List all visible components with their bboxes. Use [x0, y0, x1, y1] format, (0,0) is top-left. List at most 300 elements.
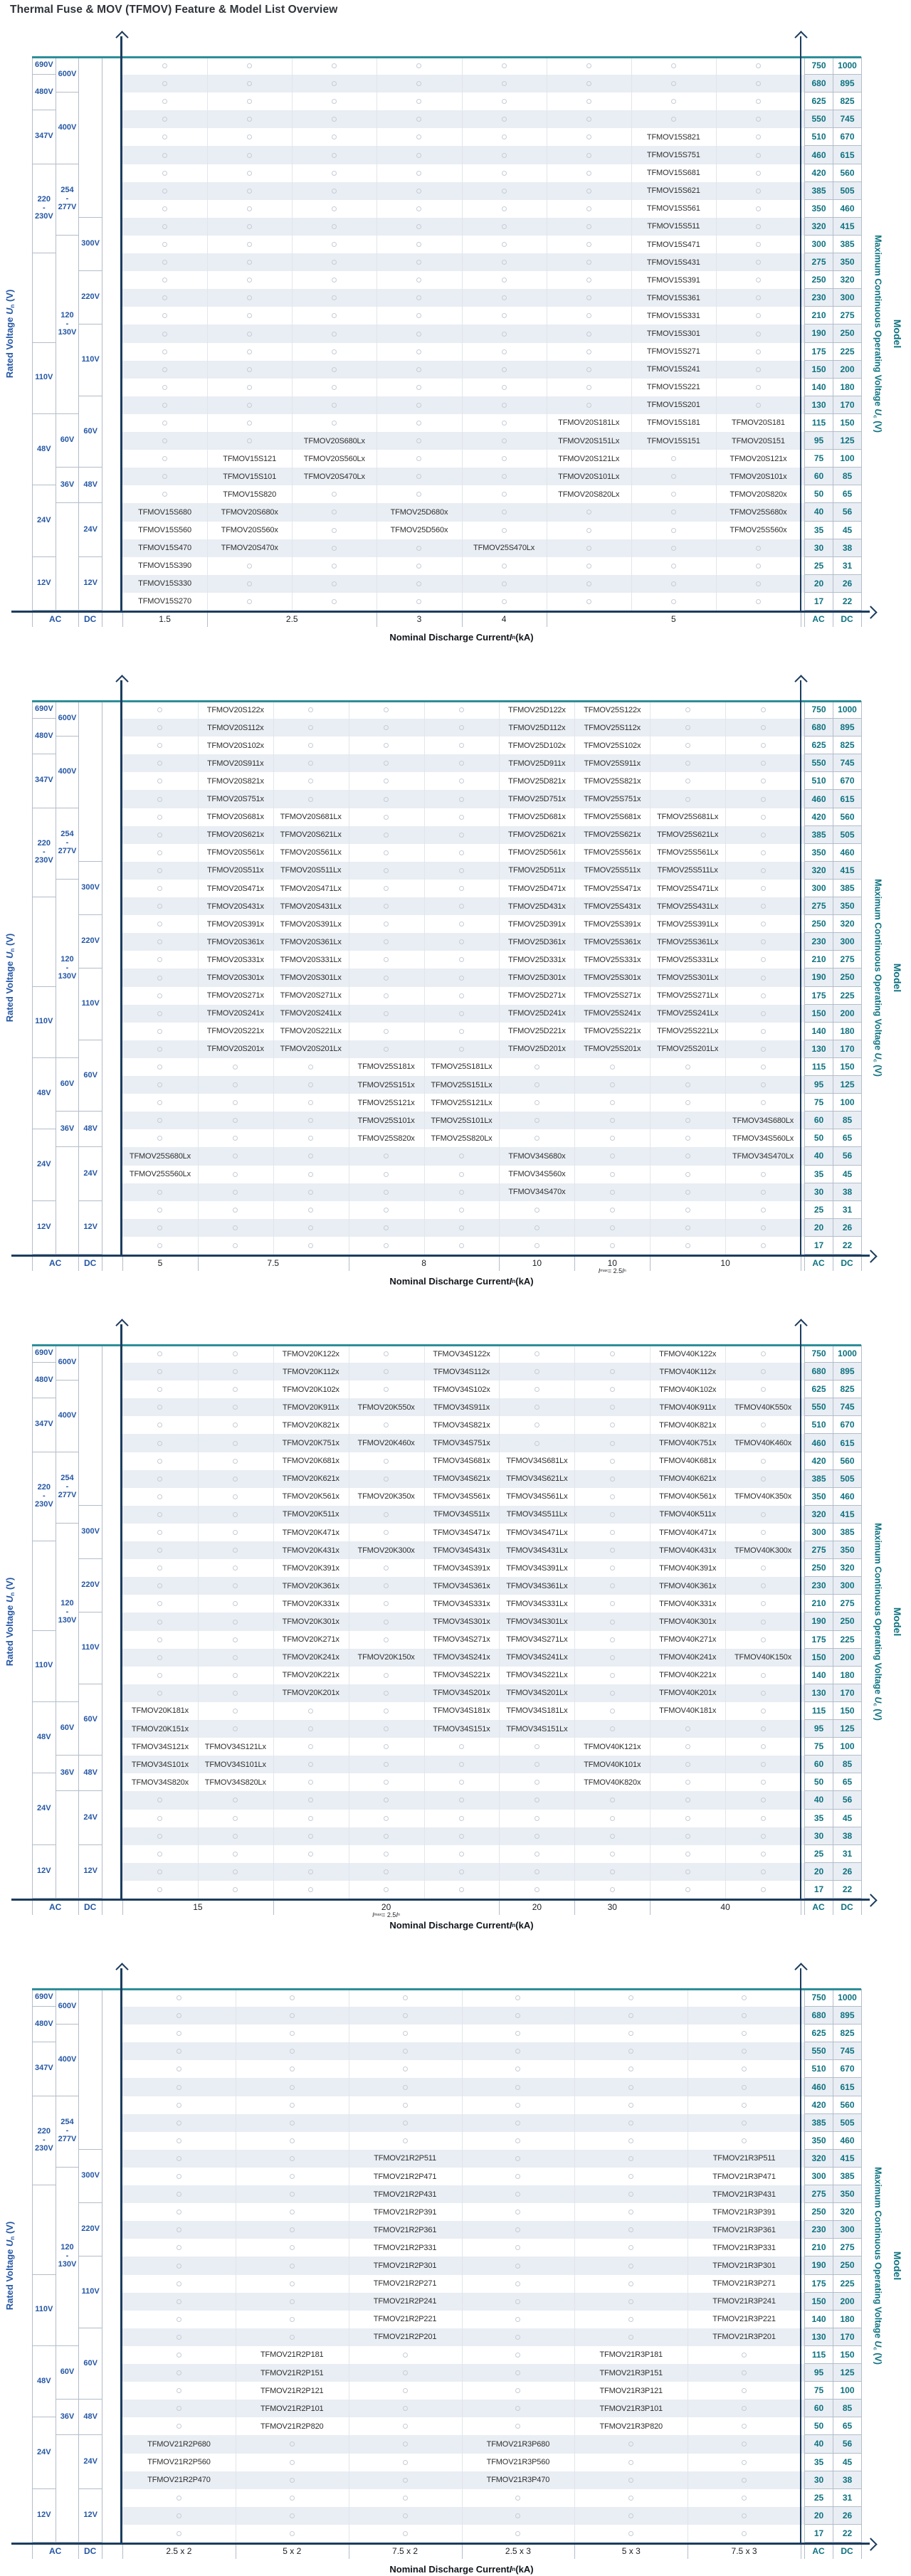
- right-axis-cell-dc: 38: [833, 539, 861, 557]
- text-part: (V): [4, 2221, 16, 2237]
- empty-slot-icon: [403, 2406, 408, 2411]
- text-part: Rated Voltage: [4, 314, 16, 379]
- right-axis-cell-ac: 210: [804, 307, 833, 324]
- right-axis-cell-dc: 320: [833, 1559, 861, 1577]
- right-axis-cell-ac: 275: [804, 2185, 833, 2203]
- empty-slot-icon: [384, 1887, 389, 1892]
- left-axis-label: 48V: [37, 444, 51, 453]
- empty-slot-icon: [628, 2138, 633, 2143]
- axis-arrow-right-icon: [864, 606, 877, 618]
- empty-slot-icon: [502, 385, 507, 390]
- left-axis-cell-ac-outer: [32, 1345, 56, 1363]
- empty-slot-icon: [761, 939, 766, 944]
- empty-slot-icon: [157, 743, 162, 748]
- empty-slot-icon: [233, 1637, 238, 1642]
- left-axis-label: 220: [37, 839, 51, 848]
- model-label: TFMOV15S270: [138, 597, 191, 606]
- model-label: TFMOV25S471Lx: [657, 884, 719, 893]
- right-axis-title: [873, 2167, 883, 2365]
- empty-slot-icon: [761, 1422, 766, 1427]
- empty-slot-icon: [177, 2281, 181, 2286]
- empty-slot-icon: [756, 313, 761, 318]
- empty-slot-icon: [233, 1351, 238, 1356]
- model-label: TFMOV25D561x: [508, 848, 566, 857]
- right-axis-cell-dc: 350: [833, 253, 861, 271]
- empty-slot-icon: [332, 349, 337, 354]
- empty-slot-icon: [290, 2264, 295, 2269]
- right-axis-cell-ac: 30: [804, 1183, 833, 1201]
- empty-slot-icon: [535, 1351, 539, 1356]
- empty-slot-icon: [177, 2531, 181, 2536]
- empty-slot-icon: [384, 1744, 389, 1749]
- right-axis-cell-ac: 17: [804, 2525, 833, 2543]
- right-axis-cell-dc: 1000: [833, 1989, 861, 2007]
- empty-slot-icon: [515, 2066, 520, 2071]
- empty-slot-icon: [515, 2317, 520, 2322]
- empty-slot-icon: [761, 922, 766, 927]
- panel-top-line: [32, 56, 861, 58]
- empty-slot-icon: [756, 581, 761, 586]
- left-axis-cell-dc: [78, 396, 102, 468]
- empty-slot-icon: [308, 1744, 313, 1749]
- left-axis-label: 110V: [35, 1017, 53, 1026]
- empty-slot-icon: [290, 2299, 295, 2304]
- right-axis-cell-dc: 38: [833, 1183, 861, 1201]
- model-label: TFMOV25D511x: [508, 866, 566, 875]
- model-label: TFMOV20S301x: [206, 973, 264, 982]
- empty-slot-icon: [535, 1100, 539, 1105]
- empty-slot-icon: [416, 153, 421, 158]
- empty-slot-icon: [628, 2299, 633, 2304]
- text-part: (kA): [515, 1275, 534, 1287]
- empty-slot-icon: [502, 278, 507, 283]
- left-axis-cell-ac-outer: [32, 2185, 56, 2274]
- left-axis-label: 220V: [81, 292, 100, 302]
- left-axis-label: 24V: [37, 1160, 51, 1169]
- model-label: TFMOV34S121x: [131, 1742, 189, 1751]
- model-label: TFMOV25D102x: [508, 741, 566, 750]
- empty-slot-icon: [290, 2460, 295, 2465]
- left-axis-label: 12V: [83, 1866, 98, 1875]
- tick-separator: [804, 613, 805, 627]
- empty-slot-icon: [247, 599, 252, 604]
- empty-slot-icon: [247, 171, 252, 176]
- empty-slot-icon: [610, 1566, 615, 1571]
- empty-slot-icon: [685, 1065, 690, 1070]
- left-axis-label: 60V: [83, 1714, 98, 1724]
- empty-slot-icon: [515, 1995, 520, 2000]
- model-label: TFMOV20S821x: [206, 776, 264, 786]
- x-axis-title: [348, 2563, 576, 2575]
- model-label: TFMOV20S561x: [206, 848, 264, 857]
- right-axis-cell-ac: 30: [804, 1827, 833, 1845]
- left-axis-label: 220: [37, 2127, 51, 2136]
- model-label: TFMOV20S102x: [206, 741, 264, 750]
- model-label: TFMOV20S751x: [206, 795, 264, 804]
- empty-slot-icon: [535, 1816, 539, 1821]
- left-axis-label: 60V: [60, 1724, 75, 1733]
- axis-arrow-right-icon: [864, 2538, 877, 2550]
- left-axis-label: 347V: [34, 2064, 53, 2073]
- dc-label-left: DC: [83, 614, 97, 624]
- right-axis-cell-dc: 170: [833, 1040, 861, 1058]
- model-label: TFMOV25S361Lx: [657, 937, 719, 946]
- model-label: TFMOV25S561x: [584, 848, 641, 857]
- right-axis-cell-ac: 140: [804, 379, 833, 396]
- empty-slot-icon: [384, 1422, 389, 1427]
- model-label: TFMOV25S271Lx: [657, 991, 719, 1001]
- model-label: TFMOV25S102x: [584, 741, 641, 750]
- model-label: TFMOV40K681x: [659, 1457, 717, 1466]
- empty-slot-icon: [290, 2335, 295, 2340]
- model-label: TFMOV20K561x: [282, 1492, 339, 1501]
- empty-slot-icon: [459, 1011, 464, 1016]
- model-label: TFMOV25S911x: [584, 759, 641, 768]
- right-axis-cell-ac: 25: [804, 557, 833, 575]
- model-label: TFMOV25S151x: [357, 1080, 415, 1089]
- right-axis-cell-dc: 100: [833, 2382, 861, 2400]
- right-axis-cell-dc: 415: [833, 862, 861, 880]
- empty-slot-icon: [610, 1369, 615, 1374]
- model-label: TFMOV25S101x: [357, 1116, 415, 1125]
- empty-slot-icon: [459, 1172, 464, 1177]
- right-axis-cell-ac: 25: [804, 1845, 833, 1863]
- empty-slot-icon: [157, 778, 162, 783]
- empty-slot-icon: [157, 850, 162, 855]
- empty-slot-icon: [761, 976, 766, 981]
- right-axis-cell-dc: 31: [833, 1201, 861, 1219]
- empty-slot-icon: [290, 2103, 295, 2108]
- empty-slot-icon: [308, 1780, 313, 1785]
- empty-slot-icon: [685, 707, 690, 712]
- model-label: TFMOV34S680Lx: [732, 1116, 794, 1125]
- empty-slot-icon: [761, 1047, 766, 1052]
- empty-slot-icon: [459, 993, 464, 998]
- right-axis-cell-dc: 895: [833, 2007, 861, 2025]
- right-axis-cell-ac: 40: [804, 1147, 833, 1165]
- empty-slot-icon: [515, 2174, 520, 2179]
- empty-slot-icon: [761, 1780, 766, 1785]
- model-label: TFMOV20S121Lx: [558, 454, 620, 463]
- left-axis-cell-dc: [78, 2435, 102, 2488]
- left-axis-cell-ac-inner: [56, 2096, 79, 2168]
- right-axis-cell-ac: 385: [804, 2114, 833, 2132]
- empty-slot-icon: [459, 743, 464, 748]
- model-label: TFMOV25D680x: [390, 507, 448, 517]
- empty-slot-icon: [761, 1225, 766, 1230]
- right-axis-cell-dc: 250: [833, 1612, 861, 1630]
- right-table-border: [861, 701, 862, 1255]
- left-axis-cell-dc: [78, 2256, 102, 2328]
- model-label: TFMOV20S221x: [206, 1027, 264, 1036]
- right-axis-cell-ac: 420: [804, 808, 833, 826]
- left-axis-cell-dc: [78, 1201, 102, 1255]
- right-axis-cell-ac: 95: [804, 1076, 833, 1094]
- empty-slot-icon: [157, 976, 162, 981]
- model-label: TFMOV25S221x: [584, 1027, 641, 1036]
- grid-column-line: [574, 1989, 575, 2543]
- empty-slot-icon: [247, 278, 252, 283]
- empty-slot-icon: [290, 2317, 295, 2322]
- empty-slot-icon: [756, 367, 761, 372]
- model-label: TFMOV34S201Lx: [506, 1689, 568, 1698]
- empty-slot-icon: [502, 206, 507, 211]
- empty-slot-icon: [157, 993, 162, 998]
- imax-note: [574, 1267, 650, 1275]
- model-label: TFMOV20S241Lx: [280, 1009, 342, 1018]
- model-label: TFMOV40K241x: [659, 1653, 717, 1662]
- left-axis-cell-dc: [78, 1559, 102, 1612]
- empty-slot-icon: [247, 385, 252, 390]
- empty-slot-icon: [233, 1387, 238, 1392]
- ac-label-right: AC: [812, 1258, 825, 1268]
- model-label: TFMOV15S681: [646, 169, 700, 178]
- model-label: TFMOV40K550x: [734, 1403, 792, 1412]
- row-stripe: [122, 2507, 861, 2525]
- model-label: TFMOV40K350x: [734, 1492, 792, 1501]
- right-axis-cell-ac: 50: [804, 485, 833, 503]
- model-label: TFMOV21R2P121: [260, 2386, 324, 2395]
- empty-slot-icon: [459, 1243, 464, 1248]
- empty-slot-icon: [756, 206, 761, 211]
- model-label: TFMOV15S361: [646, 293, 700, 302]
- empty-slot-icon: [332, 528, 337, 533]
- empty-slot-icon: [502, 456, 507, 461]
- row-stripe: [122, 575, 861, 593]
- right-axis-cell-dc: 45: [833, 1810, 861, 1827]
- model-label: TFMOV20S511x: [207, 866, 264, 875]
- left-axis-label: 600V: [58, 1357, 77, 1366]
- right-axis-cell-ac: 250: [804, 2203, 833, 2221]
- empty-slot-icon: [308, 1852, 313, 1857]
- left-axis-label: 600V: [58, 2001, 77, 2010]
- empty-slot-icon: [162, 242, 167, 247]
- model-label: TFMOV25D221x: [508, 1027, 566, 1036]
- empty-slot-icon: [761, 1208, 766, 1213]
- left-axis-label: 400V: [58, 766, 77, 776]
- empty-slot-icon: [403, 2066, 408, 2071]
- empty-slot-icon: [416, 313, 421, 318]
- empty-slot-icon: [685, 1869, 690, 1874]
- empty-slot-icon: [502, 313, 507, 318]
- empty-slot-icon: [157, 1673, 162, 1678]
- model-label: TFMOV15S560: [138, 526, 191, 535]
- empty-slot-icon: [761, 886, 766, 891]
- right-axis-cell-ac: 75: [804, 1094, 833, 1112]
- empty-slot-icon: [515, 2531, 520, 2536]
- right-axis-cell-dc: 505: [833, 1470, 861, 1488]
- empty-slot-icon: [332, 421, 337, 426]
- right-axis-cell-dc: 615: [833, 2078, 861, 2096]
- axis-arrow-up-icon: [115, 1963, 128, 1975]
- left-axis-cell-ac-inner: [56, 2168, 79, 2346]
- text-part: I: [509, 1919, 512, 1931]
- empty-slot-icon: [459, 1887, 464, 1892]
- left-axis-label: 600V: [58, 713, 77, 722]
- empty-slot-icon: [671, 546, 676, 551]
- model-label: TFMOV34S221Lx: [506, 1671, 568, 1680]
- empty-slot-icon: [742, 2460, 747, 2465]
- left-axis-label: 254: [60, 1474, 74, 1483]
- model-label: TFMOV40K471x: [659, 1528, 717, 1537]
- model-label: TFMOV20S361Lx: [280, 937, 342, 946]
- model-label: TFMOV40K561x: [659, 1492, 717, 1501]
- model-label: TFMOV20K331x: [282, 1599, 339, 1608]
- empty-slot-icon: [403, 2478, 408, 2483]
- empty-slot-icon: [332, 242, 337, 247]
- empty-slot-icon: [685, 1726, 690, 1731]
- left-axis-cell-ac-inner: [56, 93, 79, 164]
- right-axis-cell-ac: 385: [804, 826, 833, 844]
- empty-slot-icon: [761, 1583, 766, 1588]
- empty-slot-icon: [756, 349, 761, 354]
- empty-slot-icon: [535, 1887, 539, 1892]
- empty-slot-icon: [515, 2353, 520, 2358]
- empty-slot-icon: [162, 403, 167, 408]
- left-axis-label: 48V: [37, 1732, 51, 1741]
- empty-slot-icon: [742, 2121, 747, 2126]
- empty-slot-icon: [685, 1172, 690, 1177]
- model-label: TFMOV15S101: [223, 472, 277, 481]
- ac-label-right: AC: [812, 614, 825, 624]
- panel-top-line: [32, 1344, 861, 1346]
- left-axis-cell-ac-outer: [32, 897, 56, 986]
- right-axis-cell-ac: 320: [804, 218, 833, 236]
- right-axis-cell-dc: 180: [833, 1667, 861, 1684]
- model-label: TFMOV20K241x: [282, 1653, 339, 1662]
- empty-slot-icon: [515, 2138, 520, 2143]
- empty-slot-icon: [233, 1834, 238, 1839]
- right-axis-cell-dc: 460: [833, 844, 861, 862]
- model-label: TFMOV34S112x: [433, 1367, 490, 1376]
- empty-slot-icon: [685, 1780, 690, 1785]
- empty-slot-icon: [290, 2496, 295, 2501]
- x-tick-label: 3: [416, 614, 422, 624]
- left-axis-label: 230V: [34, 1499, 53, 1509]
- text-part: n: [397, 1913, 401, 1917]
- text-part: Nominal Discharge Current: [389, 631, 510, 643]
- text-part: c: [872, 1059, 879, 1062]
- right-axis-cell-dc: 1000: [833, 701, 861, 719]
- empty-slot-icon: [535, 1136, 539, 1141]
- empty-slot-icon: [628, 2478, 633, 2483]
- text-part: Maximum Continuous Operating Voltage: [873, 2167, 883, 2341]
- empty-slot-icon: [586, 581, 591, 586]
- right-axis-cell-dc: 670: [833, 128, 861, 146]
- text-part: n: [623, 1269, 626, 1273]
- empty-slot-icon: [157, 815, 162, 820]
- right-axis-cell-ac: 680: [804, 1363, 833, 1381]
- empty-slot-icon: [586, 224, 591, 229]
- axis-arrow-up-icon: [115, 675, 128, 687]
- model-label: TFMOV20K300x: [357, 1546, 415, 1555]
- model-label: TFMOV20S681Lx: [280, 813, 342, 822]
- empty-slot-icon: [247, 63, 252, 68]
- left-axis-label: 12V: [37, 1222, 51, 1231]
- empty-slot-icon: [742, 2353, 747, 2358]
- model-label: TFMOV25S181Lx: [431, 1062, 493, 1072]
- model-label: TFMOV20S101Lx: [558, 472, 620, 481]
- empty-slot-icon: [586, 63, 591, 68]
- empty-slot-icon: [384, 850, 389, 855]
- empty-slot-icon: [290, 2531, 295, 2536]
- left-axis-label: -: [65, 838, 69, 848]
- right-axis-cell-ac: 680: [804, 75, 833, 93]
- model-label: TFMOV25S820x: [357, 1134, 415, 1143]
- empty-slot-icon: [384, 1852, 389, 1857]
- empty-slot-icon: [403, 2121, 408, 2126]
- model-label: TFMOV40K150x: [734, 1653, 792, 1662]
- empty-slot-icon: [628, 2317, 633, 2322]
- empty-slot-icon: [247, 153, 252, 158]
- x-tick-label: 10: [607, 1258, 617, 1268]
- left-axis-cell-ac-outer: [32, 110, 56, 164]
- empty-slot-icon: [610, 1082, 615, 1087]
- left-axis-cell-dc: [78, 1684, 102, 1756]
- right-axis-cell-dc: 180: [833, 379, 861, 396]
- model-label: TFMOV34S361Lx: [506, 1581, 568, 1590]
- grid-column-line: [725, 1345, 726, 1899]
- empty-slot-icon: [515, 2264, 520, 2269]
- empty-slot-icon: [502, 438, 507, 443]
- right-axis-cell-ac: 175: [804, 2275, 833, 2293]
- left-axis-cell-ac-inner: [56, 1345, 79, 1381]
- right-axis-cell-ac: 275: [804, 897, 833, 915]
- empty-slot-icon: [177, 2192, 181, 2197]
- model-label: TFMOV25S821x: [584, 776, 641, 786]
- left-axis-cell-ac-inner: [56, 701, 79, 737]
- left-axis-cell-dc: [78, 1506, 102, 1559]
- text-part: I: [509, 1275, 512, 1287]
- right-axis-cell-ac: 210: [804, 1595, 833, 1612]
- model-label: TFMOV20S181Lx: [558, 418, 620, 428]
- empty-slot-icon: [610, 1422, 615, 1427]
- empty-slot-icon: [247, 332, 252, 337]
- left-axis-cell-ac-inner: [56, 2346, 79, 2400]
- empty-slot-icon: [177, 2496, 181, 2501]
- empty-slot-icon: [308, 1100, 313, 1105]
- left-axis-label: -: [43, 847, 46, 856]
- axis-arrow-up-icon: [794, 31, 807, 43]
- model-label: TFMOV25D821x: [508, 776, 566, 786]
- right-axis-cell-dc: 200: [833, 2293, 861, 2311]
- text-part: n: [9, 304, 16, 308]
- empty-slot-icon: [177, 2103, 181, 2108]
- empty-slot-icon: [685, 1118, 690, 1123]
- model-label: TFMOV20K821x: [282, 1420, 339, 1430]
- empty-slot-icon: [459, 1047, 464, 1052]
- empty-slot-icon: [761, 1190, 766, 1195]
- x-tick-label: 15: [193, 1902, 203, 1912]
- left-axis-cell-ac-outer: [32, 414, 56, 485]
- empty-slot-icon: [403, 2013, 408, 2018]
- empty-slot-icon: [290, 2085, 295, 2090]
- left-axis-label: 220V: [81, 1580, 100, 1590]
- model-label: TFMOV40K621x: [659, 1474, 717, 1484]
- x-tick-label: 20: [532, 1902, 542, 1912]
- model-label: TFMOV20K751x: [282, 1439, 339, 1448]
- empty-slot-icon: [233, 1673, 238, 1678]
- right-axis-cell-dc: 200: [833, 1005, 861, 1023]
- right-axis-cell-dc: 745: [833, 1398, 861, 1416]
- empty-slot-icon: [157, 1530, 162, 1535]
- ac-label-right: AC: [812, 1902, 825, 1912]
- model-label: TFMOV20K150x: [357, 1653, 415, 1662]
- empty-slot-icon: [459, 1780, 464, 1785]
- empty-slot-icon: [610, 1530, 615, 1535]
- model-label: TFMOV25S511x: [584, 866, 641, 875]
- model-label: TFMOV25S471x: [584, 884, 641, 893]
